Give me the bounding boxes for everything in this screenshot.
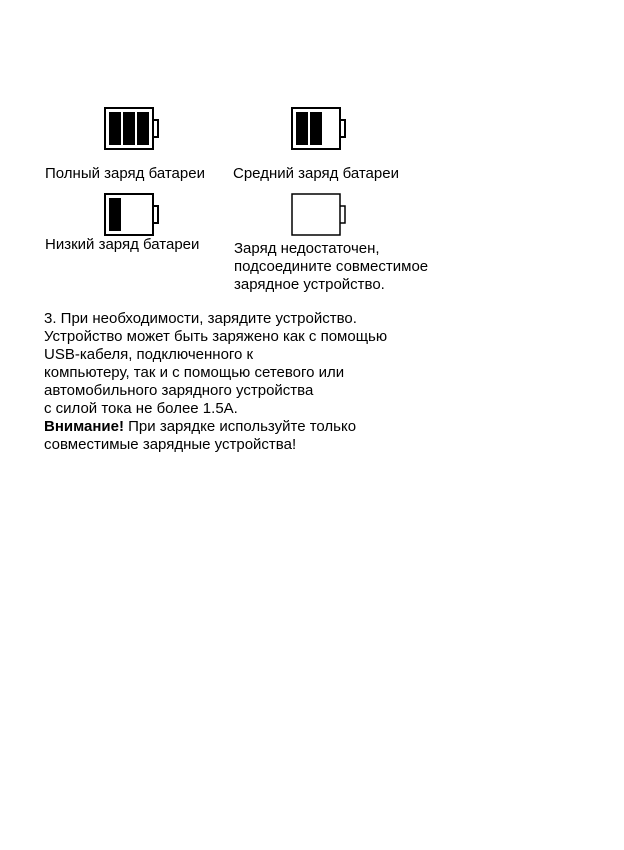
battery-empty-label-line-2: подсоедините совместимое [234,258,429,275]
battery-medium-label: Средний заряд батареи [233,165,399,182]
battery-full-icon [104,107,162,151]
warning-label: Внимание! [44,418,124,435]
battery-low-icon [104,193,162,237]
warning-line [44,418,604,436]
instruction-line: USB-кабеля, подключенного к [44,346,254,363]
instruction-line: автомобильного зарядного устройства [44,382,314,399]
instruction-line: с силой тока не более 1.5А. [44,400,238,417]
charging-instructions [44,310,604,454]
battery-low-label: Низкий заряд батареи [45,236,200,253]
battery-empty-label [234,240,428,294]
battery-empty-icon [291,193,349,237]
instruction-line: компьютеру, так и с помощью сетевого или [44,364,345,381]
battery-full-label: Полный заряд батареи [45,165,205,182]
warning-text: При зарядке используйте только [123,418,357,435]
warning-line-2: совместимые зарядные устройства! [44,436,297,453]
instruction-line: 3. При необходимости, зарядите устройство. [44,310,357,327]
battery-medium-icon [291,107,349,151]
battery-empty-label-line-1: Заряд недостаточен, [234,240,380,257]
instruction-line: Устройство может быть заряжено как с помощью [44,328,388,345]
battery-empty-label-line-3: зарядное устройство. [234,276,385,293]
